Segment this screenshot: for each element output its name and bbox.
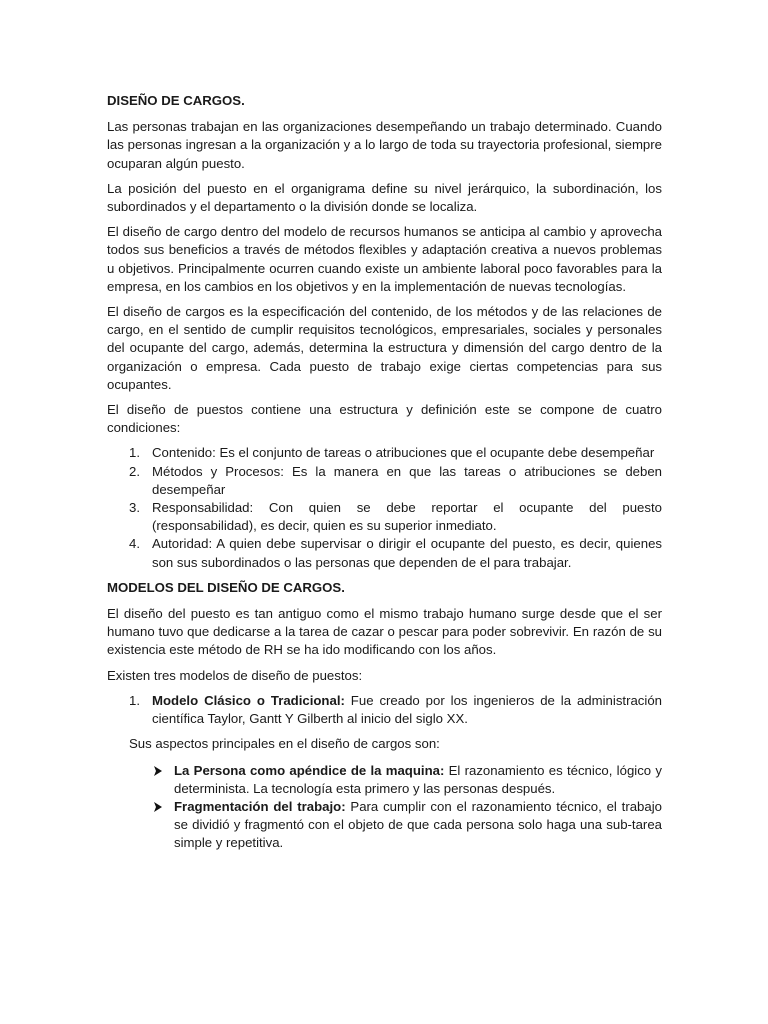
list-item	[107, 762, 662, 798]
conditions-list	[107, 444, 662, 571]
list-number: 4.	[129, 536, 140, 552]
paragraph-7: Existen tres modelos de diseño de puestos:	[107, 667, 363, 683]
list-number: 3.	[129, 500, 140, 516]
list-item-bold: Fragmentación del trabajo:	[174, 798, 346, 814]
list-number: 1.	[129, 445, 140, 461]
list-item	[107, 499, 662, 535]
list-item	[107, 535, 662, 571]
paragraph-3: El diseño de cargo dentro del modelo de recursos humanos se anticipa al cambio y aprovecha todos sus beneficios a través de métodos flexibles y adaptación creativa a nuevos problemas u objetivos. Principalmente ocurren cuando existe un ambiente laboral poco favorables para la empresa, en los cambios en los objetivos y en la implementación de nuevas tecnologías.	[107, 224, 662, 294]
list-item-text: Responsabilidad: Con quien se debe reportar el ocupante del puesto (responsabilidad), es decir, quien es su superior inmediato.	[152, 500, 662, 534]
paragraph-5: El diseño de puestos contiene una estructura y definición este se compone de cuatro condiciones:	[107, 402, 662, 436]
list-item-bold: Modelo Clásico o Tradicional:	[152, 692, 345, 708]
list-item-text: Métodos y Procesos: Es la manera en que las tareas o atribuciones se deben desempeñar	[152, 463, 662, 497]
paragraph-6: El diseño del puesto es tan antiguo como el mismo trabajo humano surge desde que el ser humano tuvo que dedicarse a la tarea de cazar o pescar para poder sobrevivir. En razón de su existencia este método de RH se ha ido modificando con los años.	[107, 606, 662, 658]
aspects-list	[107, 762, 662, 853]
list-item-text: El razonamiento es técnico, lógico y determinista. La tecnología esta primero y las personas después.	[174, 762, 662, 796]
models-list	[107, 692, 662, 728]
section-title: DISEÑO DE CARGOS.	[107, 93, 245, 108]
list-item-text: Para cumplir con el razonamiento técnico, el trabajo se dividió y fragmentó con el objeto de que cada persona solo haga una sub-tarea simple y repetitiva.	[174, 798, 662, 851]
arrow-bullet-icon	[153, 801, 163, 813]
paragraph-4: El diseño de cargos es la especificación del contenido, de los métodos y de las relaciones de cargo, en el sentido de cumplir requisitos tecnológicos, empresariales, sociales y personales del ocupante del cargo, además, determina la estructura y dimensión del cargo dentro de la organización o empresa. Cada puesto de trabajo exige ciertas competencias para sus ocupantes.	[107, 304, 662, 392]
list-item-text: Autoridad: A quien debe supervisar o dirigir el ocupante del puesto, es decir, quienes son sus subordinados o las personas que dependen de el para trabajar.	[152, 536, 662, 570]
list-item-text: Contenido: Es el conjunto de tareas o atribuciones que el ocupante debe desempeñar	[152, 445, 655, 461]
list-item	[107, 463, 662, 499]
arrow-bullet-icon	[153, 765, 163, 777]
list-item-text: Fue creado por los ingenieros de la administración científica Taylor, Gantt Y Gilberth al inicio del siglo XX.	[152, 692, 662, 727]
list-item	[107, 444, 662, 462]
document-body	[107, 92, 662, 859]
list-number: 2.	[129, 463, 140, 479]
paragraph-1: Las personas trabajan en las organizaciones desempeñando un trabajo determinado. Cuando las personas ingresan a la organización y a lo largo de toda su trayectoria profesional, siempre ocuparan algún puesto.	[107, 119, 662, 171]
list-number: 1.	[129, 692, 140, 708]
list-item	[107, 692, 662, 728]
list-item	[107, 798, 662, 853]
paragraph-2: La posición del puesto en el organigrama define su nivel jerárquico, la subordinación, los subordinados y el departamento o la división donde se localiza.	[107, 180, 662, 215]
section-title-models: MODELOS DEL DISEÑO DE CARGOS.	[107, 579, 345, 595]
paragraph-8: Sus aspectos principales en el diseño de cargos son:	[129, 736, 440, 752]
list-item-bold: La Persona como apéndice de la maquina:	[174, 762, 445, 778]
